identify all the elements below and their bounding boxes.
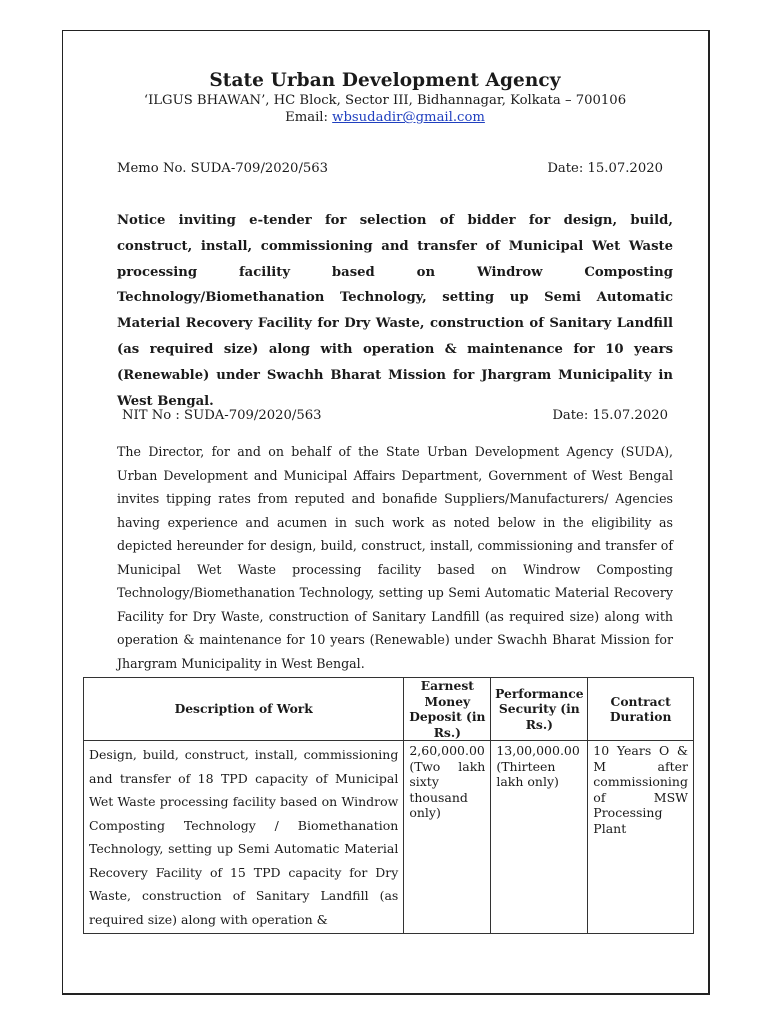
header-performance: Performance Security (in Rs.)	[491, 678, 588, 741]
notice-body: The Director, for and on behalf of the State Urban Development Agency (SUDA), Urban Development and Municipal Affairs Department, Government of West Bengal invites tipping rates from reputed and bonafide Suppliers/Manufacturers/ Agencies having experience and acumen in such work as noted below in the eligibility as depicted hereunder for design, build, construct, install, commissioning and transfer of Municipal Wet Waste processing facility based on Windrow Composting Technology/Biomethanation Technology, setting up Semi Automatic Material Recovery Facility for Dry Waste, construction of Sanitary Landfill (as required size) along with operation & maintenance for 10 years (Renewable) under Swachh Bharat Mission for Jhargram Municipality in West Bengal.	[117, 444, 673, 671]
nit-row	[122, 408, 668, 423]
header-emd: Earnest Money Deposit (in Rs.)	[404, 678, 491, 741]
cell-emd	[404, 741, 491, 934]
agency-title: State Urban Development Agency	[209, 70, 561, 91]
header-duration: Contract Duration	[588, 678, 694, 741]
cell-description: Design, build, construct, install, commissioning and transfer of 18 TPD capacity of Municipal Wet Waste processing facility based on Windrow Composting Technology / Biomethanation Technology, setting up Semi Automatic Material Recovery Facility of 15 TPD capacity for Dry Waste, construction of Sanitary Landfill (as required size) along with operation &	[84, 741, 404, 934]
performance-amount: 13,00,000.00	[496, 743, 580, 758]
header-description: Description of Work	[84, 678, 404, 741]
nit-number: NIT No : SUDA-709/2020/563	[122, 408, 322, 423]
email-label: Email:	[285, 110, 328, 125]
performance-words: (Thirteen lakh only)	[496, 758, 559, 789]
cell-duration: 10 Years O & M after commissioning of MSW Processing Plant	[588, 741, 694, 934]
table-row	[84, 741, 694, 934]
memo-date: Date: 15.07.2020	[547, 161, 663, 176]
email-link[interactable]: wbsudadir@gmail.com	[332, 110, 485, 125]
nit-date: Date: 15.07.2020	[552, 408, 668, 423]
agency-address: ‘ILGUS BHAWAN’, HC Block, Sector III, Bidhannagar, Kolkata – 700106	[143, 93, 627, 108]
tender-table	[83, 677, 694, 934]
memo-number: Memo No. SUDA-709/2020/563	[117, 161, 329, 176]
cell-performance	[491, 741, 588, 934]
memo-row	[117, 161, 663, 176]
emd-amount: 2,60,000.00	[409, 743, 485, 758]
notice-subject: Notice inviting e-tender for selection of bidder for design, build, construct, install, commissioning and transfer of Municipal Wet Waste processing facility based on Windrow Composting Technology/Biomethanation Technology, setting up Semi Automatic Material Recovery Facility for Dry Waste, construction of Sanitary Landfill (as required size) along with operation & maintenance for 10 years (Renewable) under Swachh Bharat Mission for Jhargram Municipality in West Bengal.	[117, 213, 673, 409]
agency-email-line	[0, 110, 770, 125]
table-header-row	[84, 678, 694, 741]
emd-words: (Two lakh sixty thousand only)	[409, 758, 486, 820]
